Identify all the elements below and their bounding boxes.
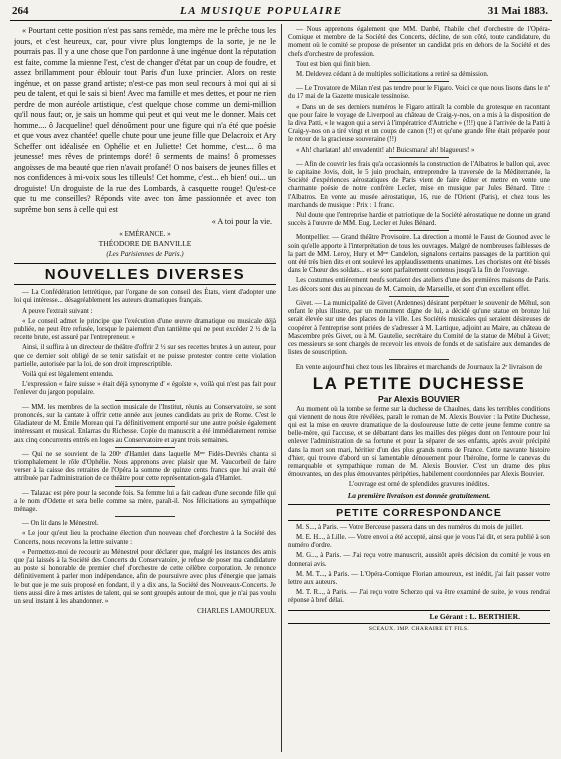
news-paragraph: Nul doute que l'entreprise hardie et patriotique de la Société aérostatique ne donne un grand succès à l'œuvre de MM. Eug. Lecler et Jules Bénard. [288,212,550,228]
news-paragraph: — Le Trovatore de Milan n'est pas tendre pour le Figaro. Voici ce que nous lisons dans le nº du 17 mai de la Gazette musicale tessinoise. [288,85,550,101]
news-paragraph: Ainsi, il suffira à un directeur de théâtre d'offrir 2 ½ sur ses recettes brutes à un auteur, pour que ce dernier soit obligé de se tenir satisfait et ne puisse protester contre cette violation partielle, autorisée par la loi, de son droit imprescriptible. [14,344,276,368]
separator [115,400,175,401]
news-paragraph: « Le conseil admet le principe que l'exécution d'une œuvre dramatique ou musicale déjà publiée, ne peut être refusée, lorsque le paiement d'un tantième qui ne peut excéder 2 ½ de la recette brute, est assuré par l'entrepreneur. » [14,317,276,342]
column-divider [281,24,282,752]
article-source: (Les Parisiennes de Paris.) [106,250,184,258]
news-paragraph: M. Deldevez cédant à de multiples sollicitations a retiré sa démission. [296,71,489,79]
news-paragraph: « Permettez-moi de recourir au Ménestrel pour déclarer que, malgré les instances des amis que j'ai laissés à la Société des Concerts du Conservatoire, je refuse de poser ma candidature au poste si honorable de premier chef d'orchestre de cette célèbre corporation. Je renonce définitivement à parler mon indépendance, afin de poursuivre avec plus d'énergie que jamais le but que je me suis proposé en fondant, il y a dix ans, la Société des Nouveaux-Concerts. Je tiens aussi dire à mes artistes de talent, qui se sont groupés autour de moi, que je n'ai pas voulu un seul instant à les abandonner. » [14,548,276,605]
news-paragraph: Voilà qui est légalement entendu. [22,371,114,379]
separator [115,516,175,517]
news-paragraph: — Nous apprenons également que MM. Danbé, l'habile chef d'orchestre de l'Opéra-Comique et membre de la Société des Concerts, décline, de son côté, toute candidature, du moment où le comité se propose de présenter un candidat pris en dehors de la Société et des chefs d'orchestre de profession. [288,26,550,58]
ad-title: LA PETITE DUCHESSE [312,373,526,393]
news-paragraph: — MM. les membres de la section musicale de l'Institut, réunis au Conservatoire, se sont prononcés, sur la cantate à offrir cette année aux jeunes candidats au prix de Rome. C'est le Gladiateur de M. Émile Moreau qui l'a définitivement emporté sur une autre poésie également intéressant et musical. Enlarras du Richesse. Copie du manuscrit a été immédiatement remise aux cinq concurrents entrés en loges au Conservatoire et ayant trois semaines. [14,403,276,444]
ad-body: Au moment où la tombe se ferme sur la duchesse de Chaulnes, dans les terribles conditions qui viennent de nous être révélées, paraît le roman de M. Alexis Bouvier : la Petite Duchesse, qui est la mise en œuvre dramatique de la douloureuse lutte de cette jeune femme contre sa belle-mère, qui l'accuse, et se débattant dans les mailles des pièges dont on l'entoure pour lui enlever l'administration de sa fortune et pour la séparer de ses enfants, après avoir précipité dans la mort son mari, héritier d'un des plus grands noms de France. Cette navrante histoire d'hier, qui trouve d'abord un si lamentable dénouement pour l'héroïne, forme le canevas du remarquable et sympathique roman de M. Alexis Bouvier. C'est un drame des plus émouvantes, un des plus émouvantes péripéties, habilement coordonnées par Alexis Bouvier. [288,405,550,479]
news-paragraph: — Talazac est père pour la seconde fois. Sa femme lui a fait cadeau d'une seconde fille qui a le nom d'Odette et sera belle comme sa mère, paraît-il. Nos félicitations au sympathique ménage. [14,489,276,513]
news-paragraph: — Afin de couvrir les frais qu'a occasionnés la construction de l'Albatros le ballon qui, avec le capitaine Jovis, doit, le 5 juin prochain, entreprendre la traversée de la Méditerranée, la Société d'expériences aérostatiques de Paris vient de faire éditer et mettre en vente une charmante poésie de notre confrère Lecler, mise en musique par Jules Bénard. Titre : l'Albatros. En vente au musée aérostatique, 16, rue de l'Orient (Paris), et chez tous les marchands de musique : Prix : 1 franc. [288,160,550,209]
correspondence-title: PETITE CORRESPONDANCE [288,504,550,521]
news-paragraph: — La Confédération lettrétique, par l'organe de son conseil des États, vient d'adopter une loi qui intéresse... désagréablement les auteurs dramatiques français. [14,289,276,305]
right-column [288,26,550,754]
ad-free-issue: La première livraison est donnée gratuitement. [347,490,491,500]
newspaper-page [10,4,552,756]
separator [115,486,175,487]
news-paragraph: « Dans un de ses derniers numéros le Figaro attiraît la comble du grotesque en racontant que pour faire le voyage de Liverpool au château de Craig-y-nos, on a mis à la disposition de la diva Patti, « le wagon qui a servi à l'impératrice d'Autriche » (!!!) que à l'arrivée de la Patti à Craig-y-nos on a tiré vingt et un coups de canon (!!) et qu'une grande fête était préparée pour le retour de la gracieuse souveraine (!!) [288,103,550,144]
news-paragraph: — On lit dans le Ménestrel. [22,520,99,528]
page-header [10,4,552,21]
separator [115,447,175,448]
section-title: NOUVELLES DIVERSES [14,263,276,285]
ad-author: Par Alexis BOUVIER [378,393,460,404]
journal-title: LA MUSIQUE POPULAIRE [180,5,343,17]
news-paragraph: « Ah! charlatan! ah! envadentit! ah! Buicsmara! ah! blagueurs! » [296,146,475,154]
news-paragraph: Givet. — La municipalité de Givet (Ardennes) désirant perpétuer le souvenir de Méhul, son enfant le plus illustre, par un monument digne de lui, a décidé qu'une statue en bronze lui serait élevée sur une des places de la ville. Les Sociétés musicales qui seraient désireuses de coopérer à l'entreprise sont priées de s'adresser à M. Lartique, adjoint au Maire, au château de Mascembre près Givet, ou à M. Gautelie, secrétaire du Comité de la statue de Méhul à Givet; ces messieurs se sont chargés de recevoir les envois de fonds et de satisfaire aux demandes de listes de souscription. [288,299,550,357]
correspondence-item: M. G..., à Paris. — J'ai reçu votre manuscrit, aussitôt après décision du comité je vous en donnerai avis. [288,552,550,568]
ad-announcement: En vente aujourd'hui chez tous les libraires et marchands de Journaux la 2ᵉ livraison de [295,363,543,372]
news-paragraph: « Le jour qu'eut lieu la prochaine élection d'un nouveau chef d'orchestre à la Société des Concerts, nous recevons la lettre suivante : [14,530,276,546]
quote-signature: « EMÉRANCE. » [119,229,171,238]
news-paragraph: L'expression « faire suisse » était déjà synonyme d' « égoïste », voilà qui n'est pas fait pour l'enlever du jargon populaire. [14,381,276,397]
issue-date: 31 Mai 1883. [487,5,548,17]
ad-note: L'ouvrage est orné de splendides gravures inédites. [348,481,490,489]
news-paragraph: A peuve l'extrait suivant : [22,307,93,315]
correspondence-item: M. E. H..., à Lille. — Votre envoi a été accepté, ainsi que je vous l'ai dit, et sera publié à son numéro d'ordre. [288,534,550,550]
printer-line: SCEAUX. IMP. CHARAIRE ET FILS. [288,623,550,633]
news-paragraph: Montpellier. — Grand théâtre Provisoire. La direction a monté le Faust de Gounod avec le soin qu'elle apporte à l'interprétation de tous les ouvrages. Malgré de nombreuses faiblesses de la part de MM. Leroy, Hury et Mᵐᵉ Candelon, signalons certains passages de la partition qui ont été très bien dits et ont soulevé les applaudissements unanimes. Les choristes ont été bissés dans le Chœur des soldats... et se sont parfaitement contenus jusqu'à la fin de l'ouvrage. [288,234,550,275]
article-author: THÉODORE DE BANVILLE [98,238,192,248]
news-paragraph: — Qui ne se souvient de la 200ᵉ d'Hamlet dans laquelle Mᵐᵉ Fidès-Devriès chanta si triomphalement le rôle d'Ophélie. Nous apprenons avec plaisir que M. Vaucorbeil de faire verser à la caisse des retraites de l'Opéra la somme de quinze cents francs que lui avait été attribuée par l'administration de ce théâtre pour cette représentation-gala d'Hamlet. [14,450,276,483]
separator [389,359,449,360]
left-column [14,26,276,754]
separator [389,81,449,82]
separator [389,157,449,158]
page-number: 264 [12,5,29,17]
editor-line: Le Gérant : L. BERTHIER. [288,610,550,621]
letter-signature: CHARLES LAMOUREUX. [197,608,276,616]
correspondence-item: M. M. T..., à Paris. — L'Opéra-Comique Florian amoureux, est inédit, j'ai fait passer votre lettre aux auteurs. [288,570,550,587]
correspondence-item: M. S..., à Paris. — Votre Berceuse passera dans un des numéros du mois de juillet. [296,523,524,531]
news-paragraph: Tout est bien qui finit bien. [296,60,371,68]
correspondence-item: M. T. R..., à Paris. — J'ai reçu votre Scherzo qui va être examiné de suite, je vous rendrai réponse à bref délai. [288,589,550,605]
separator [389,296,449,297]
news-paragraph: Les costumes entièrement neufs sortaient des ateliers d'une des premières maisons de Paris. Les décors sont dus au pinceau de M. Camoin, de Marseille, et sont d'un excellent effet. [288,277,550,293]
quote-line: « A toi pour la vie. [211,217,272,226]
separator [389,230,449,231]
article-body: « Pourtant cette position n'est pas sans remède, ma mère me le prêche tous les jours, et c'est heureux, car, pour vivre plus longtemps de la sorte, je ne le pourrais pas. Il y a une chose que l'on pardonne à une ingénue dont la réputation est faite, comme la mienne l'est, c'est de changer d'état par un coup de foudre, et assez brillamment pour éblouir tout Paris d'un luxe princier. Alors on reste ingénue, et on passe grand artiste; n'est-ce pas mon seul recours à moi qui ai si peu de talent, et qui le sais si bien! Avec ma famille et mes dettes, et pour ne rien perdre de mon auréole artistique, c'est quelque chose comme un demi-million qu'il nous faut; or, je sais un homme qui peut et qui veut me le donner. Mais cet homme.... ô Jacqueline! quel dénoûment pour une figure qui n'a été que poésie et que vous avez chantée! quelle chute pour une jeune fille que Delacroix et Ary Scheffer ont idéalisée en Ophélie et en Juliette! Cet homme, c'est.... ô ma jeunesse! mes rêves de printemps doré! ô serments de mains! ô promesses angoisses de ma beauté que rien n'avait profané! O nos baisers de jeunes filles et nos confidences à mi-voix sous les tilleuls! Cet homme, c'est... eh bien! oui... un droguiste! Un droguiste de la rue des Lombards, à casquette rouge! Qu'est-ce que tu me conseilles? Réponds vite avec ton âme passionnée et avec ton suprême bon sens à celle qui est [14,26,276,214]
